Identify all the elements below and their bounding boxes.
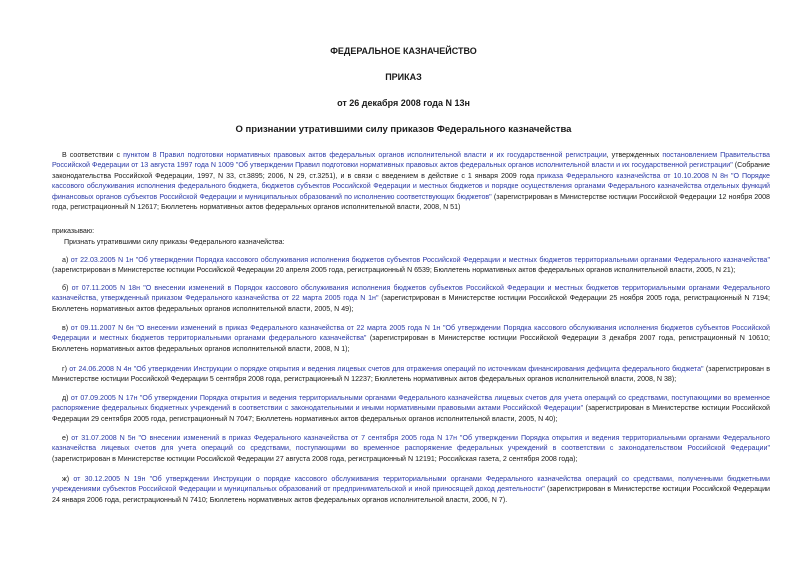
- item-details: (зарегистрирован в Министерстве юстиции Российской Федерации 29 сентября 2005 года, регистрационный N 7047; Бюллетень нормативных актов федеральных органов исполнительной власти, 2005, N 40);: [52, 404, 770, 423]
- link-government-resolution[interactable]: постановлением Правительства Российской Федерации от 13 августа 1997 года N 1009 "Об утверждении Правил подготовки нормативных правовых актов федеральных органов исполнительной власти и их государственной регистрации": [52, 151, 770, 170]
- preamble-text-4: (зарегистрирован в Министерстве юстиции Российской Федерации 12 ноября 2008 года, регистрационный N 12617; Бюллетень нормативных актов федеральных органов исполнительной власти, 2008, N 51): [52, 192, 771, 212]
- link-order-18n[interactable]: от 07.11.2005 N 18н "О внесении изменений в Порядок кассового обслуживания исполнения бюджетов субъектов Российской Федерации и местных бюджетов территориальными органами Федерального казначейства, утвержденный приказом Федерального казначейства от 22 марта 2005 года N 1н": [52, 284, 770, 303]
- item-marker: ж): [62, 475, 74, 483]
- agency-name: ФЕДЕРАЛЬНОЕ КАЗНАЧЕЙСТВО: [330, 46, 477, 56]
- link-order-19n[interactable]: от 30.12.2005 N 19н "Об утверждении Инструкции о порядке кассового обслуживания территориальными органами Федерального казначейства операций со средствами, полученными бюджетными учреждениями субъектов Российской Федерации и муниципальных образований от предпринимательской и иной приносящей доход деятельности": [52, 475, 770, 494]
- item-marker: в): [62, 324, 71, 332]
- document-date: от 26 декабря 2008 года N 13н: [337, 98, 470, 108]
- document-title: О признании утратившими силу приказов Федерального казначейства: [235, 124, 572, 135]
- item-details: (зарегистрирован в Министерстве юстиции Российской Федерации 25 ноября 2005 года, регистрационный N 7194; Бюллетень нормативных актов федеральных органов исполнительной власти, 2005, N 49);: [52, 294, 770, 313]
- preamble-text-2: , утвержденных: [606, 151, 663, 159]
- link-order-1n[interactable]: от 22.03.2005 N 1н "Об утверждении Порядка кассового обслуживания исполнения бюджетов субъектов Российской Федерации и местных бюджетов территориальными органами Федерального казначейства": [70, 256, 770, 264]
- link-treasury-order-8n[interactable]: приказа Федерального казначейства от 10.10.2008 N 8н "О Порядке кассового обслуживания исполнения федерального бюджета, бюджетов субъектов Российской Федерации и местных бюджетов и порядке осуществления органами Федерального казначейства отдельных функций финансовых органов субъектов Российской Федерации и муниципальных образований по исполнению соответствующих бюджетов": [52, 171, 771, 201]
- item-details: (зарегистрирован в Министерстве юстиции Российской Федерации 27 августа 2008 года, регистрационный N 12191; Российская газета, 2 сентября 2008 года);: [52, 454, 578, 463]
- list-item-g: [52, 364, 770, 385]
- item-marker: б): [62, 284, 72, 292]
- list-item-e: [52, 433, 770, 464]
- preamble-paragraph: [52, 150, 770, 212]
- order-intro: Признать утратившими силу приказы Федерального казначейства:: [64, 238, 285, 246]
- preamble-text-3: (Собрание законодательства Российской Федерации, 1997, N 33, ст.3895; 2006, N 29, ст.3251), и в связи с введением в действие с 1 января 2009 года: [52, 161, 770, 180]
- list-item-b: [52, 283, 770, 314]
- link-order-17n[interactable]: от 07.09.2005 N 17н "Об утверждении Порядка открытия и ведения территориальными органами Федерального казначейства лицевых счетов для учета операций со средствами, поступающими во временное распоряжение федеральных бюджетных учреждений в соответствии с законодательными и иными нормативными правовыми актами Российской Федерации": [52, 394, 770, 413]
- item-marker: е): [62, 434, 72, 442]
- item-marker: г): [62, 365, 70, 373]
- link-rules-item-8[interactable]: пунктом 8 Правил подготовки нормативных правовых актов федеральных органов исполнительной власти и их государственной регистрации: [123, 151, 607, 159]
- list-item-a: [52, 255, 770, 276]
- item-details: (зарегистрирован в Министерстве юстиции Российской Федерации 24 января 2006 года, регистрационный N 7410; Бюллетень нормативных актов федеральных органов исполнительной власти, 2006, N 7).: [52, 485, 771, 504]
- list-item-d: [52, 393, 770, 424]
- link-order-6n[interactable]: от 09.11.2007 N 6н "О внесении изменений в приказ Федерального казначейства от 22 марта 2005 года N 1н "Об утверждении Порядка кассового обслуживания исполнения бюджетов субъектов Российской Федерации и местных бюджетов территориальными органами федерального казначейства": [52, 324, 770, 343]
- item-details: (зарегистрирован в Министерстве юстиции Российской Федерации 20 апреля 2005 года, регистрационный N 6539; Бюллетень нормативных актов федеральных органов исполнительной власти, 2005, N 21);: [52, 266, 736, 275]
- item-marker: д): [62, 394, 71, 402]
- list-item-v: [52, 323, 770, 354]
- item-marker: а): [62, 256, 71, 264]
- document-type: ПРИКАЗ: [385, 72, 422, 82]
- item-details: (зарегистрирован в Министерстве юстиции Российской Федерации 3 декабря 2007 года, регистрационный N 10610; Бюллетень нормативных актов федеральных органов исполнительной власти, 2008, N 1);: [52, 334, 770, 353]
- link-order-5n[interactable]: от 31.07.2008 N 5н "О внесении изменений в приказ Федерального казначейства от 7 сентября 2005 года N 17н "Об утверждении Порядка открытия и ведения территориальными органами Федерального казначейства лицевых счетов для учета операций со средствами, поступающими во временное распоряжение федеральных учреждений в соответствии с законодательством Российской Федерации": [52, 434, 770, 453]
- item-details: (зарегистрирован в Министерстве юстиции Российской Федерации 5 сентября 2008 года, регистрационный N 12237; Бюллетень нормативных актов федеральных органов исполнительной власти, 2008, N 38);: [52, 365, 770, 384]
- preamble-text-1: В соответствии с: [62, 151, 124, 159]
- list-item-zh: [52, 474, 770, 505]
- order-word: приказываю:: [52, 227, 95, 235]
- link-order-4n[interactable]: от 24.06.2008 N 4н "Об утверждении Инструкции о порядке открытия и ведения лицевых счетов для отражения операций по источникам финансирования дефицита федерального бюджета": [69, 365, 704, 373]
